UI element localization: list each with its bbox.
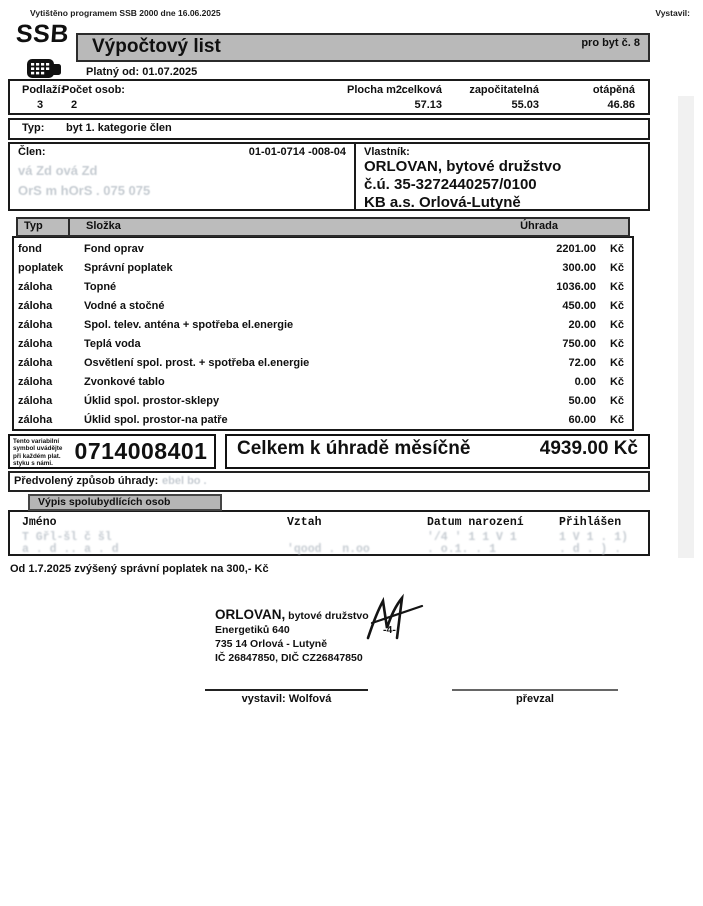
row-typ: záloha xyxy=(18,395,53,407)
row-amount: 450.00 xyxy=(562,300,596,312)
total-box xyxy=(225,434,650,469)
apartment-info-box xyxy=(8,79,650,115)
owner-account: č.ú. 35-3272440257/0100 xyxy=(364,176,537,193)
area-col-total-label: celková xyxy=(401,84,442,96)
received-label: převzal xyxy=(516,693,554,705)
col-prihlasen-header: Přihlášen xyxy=(559,516,622,529)
issued-by-signature-line xyxy=(205,689,368,691)
stamp-street-text: Energetiků 640 xyxy=(215,624,290,636)
redacted-cell: T Gřl-šl č šl xyxy=(22,531,112,544)
redacted-cell: '/4 ' 1 1 V 1 xyxy=(427,531,517,544)
stamp-ids: IČ 26847850, DIČ CZ26847850 xyxy=(215,652,363,664)
row-amount: 300.00 xyxy=(562,262,596,274)
persons-label: Počet osob: xyxy=(62,84,125,96)
member-code: 01-01-0714 -008-04 xyxy=(248,146,346,158)
floor-value: 3 xyxy=(36,99,44,111)
table-row xyxy=(14,281,632,300)
row-slozka: Vodné a stočné xyxy=(84,300,165,312)
row-currency: Kč xyxy=(609,414,624,426)
owner-bank: KB a.s. Orlová-Lutyně xyxy=(364,194,521,211)
redacted-payment-method: ebel bo . xyxy=(162,475,207,487)
member-owner-box xyxy=(8,142,650,211)
type-value: byt 1. kategorie člen xyxy=(66,122,172,134)
total-label: Celkem k úhradě měsíčně xyxy=(237,438,471,459)
vs-note-line: při každém plat. xyxy=(13,452,61,460)
row-slozka: Správní poplatek xyxy=(84,262,173,274)
valid-from-label: Platný od: xyxy=(86,66,140,78)
row-typ: záloha xyxy=(18,300,53,312)
owner-name: ORLOVAN, bytové družstvo xyxy=(364,158,562,175)
member-label: Člen: xyxy=(18,146,46,158)
table-row xyxy=(14,414,632,433)
persons-value: 2 xyxy=(70,99,78,111)
row-slozka: Zvonkové tablo xyxy=(84,376,165,388)
scan-artifact xyxy=(678,96,694,558)
row-slozka: Osvětlení spol. prost. + spotřeba el.energie xyxy=(84,357,310,369)
variable-symbol-box xyxy=(8,434,216,469)
row-currency: Kč xyxy=(609,281,624,293)
area-heated-value: 46.86 xyxy=(607,99,635,111)
cohabitants-table xyxy=(8,510,650,556)
vs-note-line: Tento variabilní xyxy=(13,438,60,445)
issued-by-label: vystavil: Wolfová xyxy=(241,693,332,705)
printed-by-note: Vytištěno programem SSB 2000 dne 16.06.2025 xyxy=(30,8,221,18)
redacted-cell: . d . ) . xyxy=(559,543,622,556)
table-row xyxy=(14,338,632,357)
row-typ: záloha xyxy=(18,376,53,388)
row-typ: poplatek xyxy=(18,262,64,274)
charges-table-header xyxy=(16,217,630,237)
row-slozka: Teplá voda xyxy=(84,338,141,350)
row-typ: záloha xyxy=(18,357,53,369)
row-typ: záloha xyxy=(18,319,53,331)
row-currency: Kč xyxy=(609,376,624,388)
table-row xyxy=(14,243,632,262)
col-slozka-header: Složka xyxy=(86,220,121,232)
charges-table xyxy=(12,236,634,431)
redacted-cell: 1 V 1 . 1) xyxy=(559,531,629,544)
row-typ: záloha xyxy=(18,414,53,426)
row-typ: záloha xyxy=(18,338,53,350)
table-row xyxy=(14,319,632,338)
vertical-divider xyxy=(354,144,356,209)
type-label: Typ: xyxy=(22,122,45,134)
row-amount: 50.00 xyxy=(568,395,596,407)
ssb-logo: SSB xyxy=(15,20,70,48)
signature-scribble xyxy=(362,592,434,644)
floor-label: Podlaží: xyxy=(22,84,65,96)
row-amount: 750.00 xyxy=(562,338,596,350)
stamp-name-big: ORLOVAN, xyxy=(215,607,286,622)
row-slozka: Úklid spol. prostor-sklepy xyxy=(84,395,220,407)
issuer-label: Vystavil: xyxy=(655,8,690,18)
title-bar xyxy=(76,33,650,62)
payment-method-box xyxy=(8,471,650,492)
area-countable-value: 55.03 xyxy=(511,99,539,111)
table-row xyxy=(14,395,632,414)
building-icon xyxy=(26,55,62,79)
row-slozka: Spol. telev. anténa + spotřeba el.energie xyxy=(84,319,294,331)
row-currency: Kč xyxy=(609,300,624,312)
table-row xyxy=(14,357,632,376)
variable-symbol: 0714008401 xyxy=(74,438,208,464)
area-col-countable-label: započitatelná xyxy=(469,84,539,96)
received-signature-line xyxy=(452,689,618,691)
header-divider xyxy=(68,219,70,235)
redacted-cell: . o.1. . 1 xyxy=(427,543,497,556)
row-currency: Kč xyxy=(609,357,624,369)
row-currency: Kč xyxy=(609,262,624,274)
stamp-dash: -4- xyxy=(383,624,396,636)
table-row xyxy=(14,262,632,281)
valid-from xyxy=(86,66,197,78)
stamp-city: 735 14 Orlová - Lutyně xyxy=(215,638,328,650)
row-typ: záloha xyxy=(18,281,53,293)
row-slozka: Topné xyxy=(84,281,117,293)
fee-increase-note: Od 1.7.2025 zvýšený správní poplatek na 300,- Kč xyxy=(10,563,269,575)
row-amount: 72.00 xyxy=(568,357,596,369)
area-col-heated-label: otápěná xyxy=(592,84,635,96)
vs-note-line: symbol uvádějte xyxy=(13,445,63,453)
col-typ-header: Typ xyxy=(24,220,43,232)
vs-note-line: styku s námi. xyxy=(13,460,53,468)
area-total-value: 57.13 xyxy=(414,99,442,111)
row-amount: 20.00 xyxy=(568,319,596,331)
row-typ: fond xyxy=(18,243,42,255)
row-amount: 2201.00 xyxy=(556,243,596,255)
valid-from-value: 01.07.2025 xyxy=(142,66,198,78)
row-currency: Kč xyxy=(609,338,624,350)
payment-method-label: Předvolený způsob úhrady: xyxy=(14,475,159,487)
row-amount: 60.00 xyxy=(568,414,596,426)
row-amount: 1036.00 xyxy=(556,281,596,293)
page-title: Výpočtový list xyxy=(92,36,221,57)
variable-symbol-note xyxy=(13,438,71,468)
redacted-cell: 'qood . n.oo xyxy=(287,543,370,556)
redacted-cell: a . d .. a . d xyxy=(22,543,119,556)
col-uhrada-header: Úhrada xyxy=(520,220,558,232)
redacted-member-name: vá Zd ová Zd xyxy=(18,163,98,178)
type-box xyxy=(8,118,650,140)
table-row xyxy=(14,300,632,319)
row-slozka: Fond oprav xyxy=(84,243,144,255)
flat-number-label: pro byt č. 8 xyxy=(581,37,640,49)
row-currency: Kč xyxy=(609,395,624,407)
cohabitants-header xyxy=(28,494,222,511)
area-label: Plocha m2: xyxy=(347,84,406,96)
cohabitants-title: Výpis spolubydlících osob xyxy=(38,496,171,508)
row-currency: Kč xyxy=(609,319,624,331)
row-amount: 0.00 xyxy=(574,376,596,388)
col-datum-header: Datum narození xyxy=(427,516,524,529)
stamp-name-rest: bytové družstvo xyxy=(285,610,369,622)
row-slozka: Úklid spol. prostor-na patře xyxy=(84,414,228,426)
col-vztah-header: Vztah xyxy=(287,516,322,529)
redacted-member-address: OrS m hOrS . 075 075 xyxy=(18,183,151,198)
table-row xyxy=(14,376,632,395)
row-currency: Kč xyxy=(609,243,624,255)
owner-label: Vlastník: xyxy=(364,146,410,158)
total-amount: 4939.00 Kč xyxy=(539,438,638,459)
col-jmeno-header: Jméno xyxy=(22,516,57,529)
